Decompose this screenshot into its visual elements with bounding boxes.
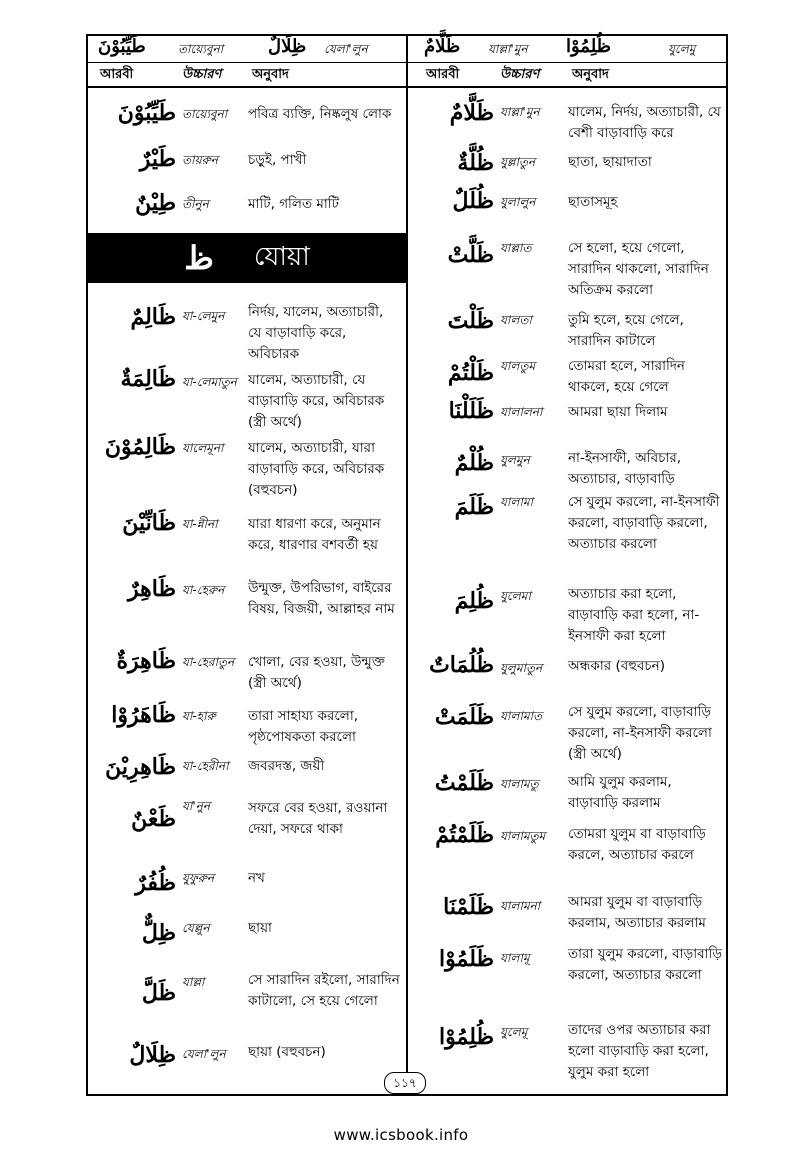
entry-arabic: طِيْنٌ bbox=[135, 190, 176, 216]
entry-arabic: طَيِّبُوْنَ bbox=[117, 100, 176, 126]
entry-pronunciation: তীনুন bbox=[182, 197, 209, 211]
entry-arabic: ظَلَمْتُ bbox=[434, 770, 494, 796]
entry-meaning: মাটি, গলিত মাটি bbox=[248, 196, 340, 212]
entry-meaning: তারা যুলুম করলো, বাড়াবাড়ি করলো, অত্যাচার করলো bbox=[568, 946, 723, 983]
entry-meaning: তোমরা যুলুম বা বাড়াবাড়ি করলে, অত্যাচার করলে bbox=[568, 826, 706, 863]
entry-arabic: ظَاهِرَةٌ bbox=[116, 648, 176, 674]
entry-arabic: ظُلَّةٌ bbox=[457, 150, 494, 176]
entry-meaning: উন্মুক্ত, উপরিভাগ, বাইরের বিষয়, বিজয়ী, আল্লাহর নাম bbox=[248, 580, 395, 617]
entry-meaning: না-ইনসাফী, অবিচার, অত্যাচার, বাড়াবাড়ি bbox=[568, 450, 682, 487]
entry-pronunciation: যালামনা bbox=[500, 899, 541, 913]
entry-pronunciation: যা-হারু bbox=[182, 709, 216, 723]
entry-meaning: ছায়া bbox=[248, 920, 272, 936]
header-word-pron: যুলেমু bbox=[668, 42, 696, 56]
entry-arabic: ظُلُمَاتٌ bbox=[429, 652, 494, 678]
header-word-pron: তায়্যেবুনা bbox=[178, 42, 224, 56]
entry-arabic: ظَعْنٌ bbox=[131, 806, 176, 832]
entry-pronunciation: যালতা bbox=[500, 313, 532, 327]
header-pronunciation: উচ্চারণ bbox=[182, 67, 222, 82]
entry-pronunciation: যা-লেমুন bbox=[182, 309, 225, 323]
entry-meaning: আমরা ছায়া দিলাম bbox=[568, 404, 668, 420]
entry-meaning: চড়ুই, পাখী bbox=[248, 152, 307, 168]
entry-meaning: খোলা, বের হওয়া, উন্মুক্ত (স্ত্রী অর্থে) bbox=[248, 654, 385, 691]
entry-pronunciation: যালামতু bbox=[500, 777, 539, 791]
entry-arabic: ظَلَمَتْ bbox=[434, 704, 494, 730]
section-letter: ظ bbox=[184, 239, 214, 277]
entry-pronunciation: যা-হেরাতুন bbox=[182, 655, 235, 669]
entry-pronunciation: যা-হেরীনা bbox=[182, 759, 229, 773]
entry-pronunciation: যা-ন্নীনা bbox=[182, 517, 218, 531]
header-word-pron: যেলা'লুন bbox=[324, 42, 368, 56]
website-footer: www.icsbook.info bbox=[333, 1126, 469, 1144]
entry-meaning: তোমরা হলে, সারাদিন থাকলে, হয়ে গেলে bbox=[568, 358, 685, 395]
entry-pronunciation: যা'নুন bbox=[182, 799, 211, 813]
entry-pronunciation: যালামূ bbox=[500, 951, 530, 965]
entry-meaning: জবরদস্ত, জয়ী bbox=[248, 758, 325, 774]
header-word-pron: যাল্লা'মুন bbox=[488, 42, 528, 56]
entry-pronunciation: যাল্লা bbox=[182, 975, 205, 989]
header-word-arabic: ظُلِمُوْا bbox=[566, 36, 611, 57]
entry-pronunciation: যুলমুন bbox=[500, 453, 530, 467]
entry-arabic: ظَالِمُوْنَ bbox=[104, 434, 176, 460]
entry-arabic: ظَلَمُوْا bbox=[439, 946, 494, 972]
entry-meaning: সে যুলুম করলো, না-ইনসাফী করলো, বাড়াবাড়ি করলো, অত্যাচার করলো bbox=[568, 494, 720, 552]
entry-arabic: طَيْرٌ bbox=[139, 146, 176, 172]
entry-pronunciation: যা-লেমাতুন bbox=[182, 375, 237, 389]
entry-arabic: ظُلِمُوْا bbox=[439, 1024, 494, 1050]
header-meaning: অনুবাদ bbox=[572, 67, 609, 82]
header-meaning: অনুবাদ bbox=[252, 67, 289, 82]
entry-arabic: ظَاهَرُوْا bbox=[111, 702, 176, 728]
entry-pronunciation: যালামাত bbox=[500, 709, 542, 723]
entry-meaning: সে হলো, হয়ে গেলো, সারাদিন থাকলো, সারাদিন অতিক্রম করলো bbox=[568, 240, 709, 298]
entry-meaning: তাদের ওপর অত্যাচার করা হলো বাড়াবাড়ি করা হলো, যুলুম করা হলো bbox=[568, 1022, 711, 1080]
section-name: যোয়া bbox=[253, 242, 310, 272]
entry-arabic: ظَلَمْتُمْ bbox=[435, 822, 494, 848]
entry-meaning: অত্যাচার করা হলো, বাড়াবাড়ি করা হলো, না-ইনসাফী করা হলো bbox=[568, 586, 700, 644]
entry-meaning: যালেম, নির্দয়, অত্যাচারী, যে বেশী বাড়াবাড়ি করে bbox=[568, 104, 721, 141]
entry-pronunciation: যালামা bbox=[500, 495, 533, 509]
entry-arabic: ظَلْتَ bbox=[447, 308, 494, 334]
header-word-arabic: طَيِّبُوْنَ bbox=[98, 36, 146, 57]
entry-pronunciation: যুফুরুন bbox=[182, 871, 215, 885]
entry-pronunciation: যুলুমাতুন bbox=[500, 661, 543, 675]
entry-meaning: অন্ধকার (বহুবচন) bbox=[568, 658, 665, 674]
entry-meaning: যালেম, অত্যাচারী, যে বাড়াবাড়ি করে, অবিচারক (স্ত্রী অর্থে) bbox=[248, 372, 385, 430]
header-arabic: আরবী bbox=[426, 67, 460, 82]
entry-pronunciation: যালালনা bbox=[500, 405, 543, 419]
entry-arabic: ظَلْتُمْ bbox=[447, 360, 494, 386]
entry-meaning: সে সারাদিন রইলো, সারাদিন কাটালো, সে হয়ে গেলো bbox=[248, 972, 400, 1009]
column-divider bbox=[406, 36, 408, 1094]
entry-arabic: ظَلَمْنَا bbox=[443, 894, 494, 920]
entry-arabic: ظَلَّتْ bbox=[447, 242, 494, 268]
entry-arabic: ظَانِّيْنَ bbox=[122, 510, 176, 536]
entry-pronunciation: যা-হেরুন bbox=[182, 583, 225, 597]
entry-pronunciation: যাল্লাত bbox=[500, 241, 532, 255]
entry-meaning: ছায়া (বহুবচন) bbox=[248, 1044, 326, 1060]
header-word-arabic: ظَلَّامٌ bbox=[424, 36, 461, 57]
entry-pronunciation: যালেমূনা bbox=[182, 441, 224, 455]
header-word-arabic: ظِلَالٌ bbox=[268, 36, 307, 57]
dictionary-page bbox=[86, 34, 728, 1096]
entry-pronunciation: যুলালুন bbox=[500, 195, 536, 209]
entry-meaning: তুমি হলে, হয়ে গেলে, সারাদিন কাটালে bbox=[568, 312, 684, 349]
entry-pronunciation: যুলেমূ bbox=[500, 1025, 528, 1039]
entry-arabic: ظُلَلٌ bbox=[452, 188, 494, 214]
entry-meaning: ছাতাসমূহ bbox=[568, 194, 618, 210]
header-arabic: আরবী bbox=[100, 67, 134, 82]
entry-arabic: ظَاهِرِيْنَ bbox=[105, 754, 176, 780]
entry-arabic: ظِلٌّ bbox=[141, 920, 176, 946]
entry-pronunciation: যালতুম bbox=[500, 359, 536, 373]
header-pronunciation: উচ্চারণ bbox=[500, 67, 540, 82]
entry-meaning: তারা সাহায্য করলো, পৃষ্ঠপোষকতা করলো bbox=[248, 708, 359, 745]
entry-meaning: সফরে বের হওয়া, রওয়ানা দেয়া, সফরে থাকা bbox=[248, 800, 388, 837]
entry-arabic: ظُفُرٌ bbox=[135, 870, 176, 896]
entry-arabic: ظَاهِرٌ bbox=[128, 576, 176, 602]
entry-arabic: ظُلِمَ bbox=[454, 588, 494, 614]
entry-meaning: ছাতা, ছায়াদাতা bbox=[568, 154, 652, 170]
running-header bbox=[88, 36, 726, 63]
entry-meaning: নির্দয়, যালেম, অত্যাচারী, যে বাড়াবাড়ি করে, অবিচারক bbox=[248, 304, 384, 362]
entry-pronunciation: যুলেমা bbox=[500, 589, 531, 603]
entry-arabic: ظُلْمٌ bbox=[454, 450, 494, 476]
entry-meaning: আমি যুলুম করলাম, বাড়াবাড়ি করলাম bbox=[568, 774, 672, 811]
entry-pronunciation: যেলা'লুন bbox=[182, 1047, 226, 1061]
entry-arabic: ظَلَمَ bbox=[454, 494, 494, 520]
entry-pronunciation: তায়রুন bbox=[182, 153, 218, 167]
entry-arabic: ظَالِمَةٌ bbox=[120, 366, 176, 392]
entry-arabic: ظَلَّامٌ bbox=[449, 100, 494, 126]
entry-meaning: নখ bbox=[248, 870, 265, 886]
entry-arabic: ظَلَلْنَا bbox=[448, 398, 494, 424]
page-number: ১১৭ bbox=[384, 1072, 426, 1094]
entry-pronunciation: যাল্লা'মুন bbox=[500, 105, 540, 119]
entry-pronunciation: যেল্লুন bbox=[182, 921, 210, 935]
entry-arabic: ظَلَّ bbox=[141, 980, 176, 1006]
section-banner bbox=[88, 233, 406, 283]
entry-arabic: ظَالِمٌ bbox=[130, 304, 176, 330]
entry-pronunciation: যালামতুম bbox=[500, 829, 546, 843]
entry-meaning: আমরা যুলুম বা বাড়াবাড়ি করলাম, অত্যাচার করলাম bbox=[568, 894, 706, 931]
entry-meaning: পবিত্র ব্যক্তি, নিষ্কলুষ লোক bbox=[248, 106, 392, 122]
entry-arabic: ظِلَالٌ bbox=[129, 1042, 176, 1068]
entry-pronunciation: যুল্লাতুন bbox=[500, 155, 536, 169]
entry-pronunciation: তায়্যেবুনা bbox=[182, 107, 228, 121]
entry-meaning: যালেম, অত্যাচারী, যারা বাড়াবাড়ি করে, অবিচারক (বহুবচন) bbox=[248, 440, 385, 498]
entry-meaning: সে যুলুম করলো, বাড়াবাড়ি করলো, না-ইনসাফী করলো (স্ত্রী অর্থে) bbox=[568, 704, 712, 762]
entry-meaning: যারা ধারণা করে, অনুমান করে, ধারণার বশবর্তী হয় bbox=[248, 516, 381, 553]
